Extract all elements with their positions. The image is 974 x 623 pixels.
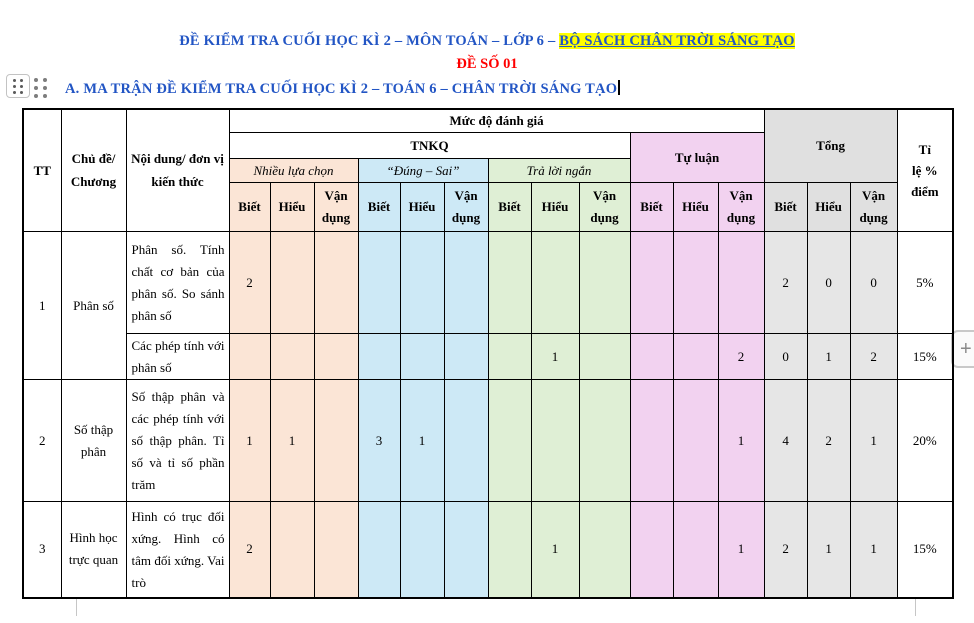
data-cell: [229, 334, 270, 380]
data-cell: 2: [229, 502, 270, 598]
header-hieu: Hiểu: [673, 183, 718, 232]
header-van-dung: Vận dụng: [444, 183, 488, 232]
cell-ti-le: 5%: [897, 232, 953, 334]
data-cell: [673, 380, 718, 502]
cell-chu-de: Hình học trực quan: [61, 502, 126, 598]
text-cursor: [618, 80, 620, 95]
cell-ti-le: 20%: [897, 380, 953, 502]
header-tt: TT: [23, 109, 61, 232]
data-cell: [314, 334, 358, 380]
data-cell: 2: [718, 334, 764, 380]
header-noi-dung: Nội dung/ đơn vị kiến thức: [126, 109, 229, 232]
cell-chu-de: Số thập phân: [61, 380, 126, 502]
header-tnkq: TNKQ: [229, 133, 630, 159]
data-cell: [358, 232, 400, 334]
noi-dung-text: Số thập phân và các phép tính với số thập phân. Tỉ số và tỉ số phần trăm: [131, 389, 225, 493]
data-cell: 1: [531, 502, 579, 598]
data-cell: 1: [850, 380, 897, 502]
data-cell: [488, 334, 531, 380]
data-cell: 2: [764, 232, 807, 334]
data-cell: 2: [807, 380, 850, 502]
grip-dots-icon: [34, 78, 47, 98]
data-cell: 0: [807, 232, 850, 334]
data-cell: [400, 334, 444, 380]
header-tu-luan: Tự luận: [630, 133, 764, 183]
cell-ti-le: 15%: [897, 334, 953, 380]
cell-noi-dung: [126, 334, 229, 380]
data-cell: 1: [718, 502, 764, 598]
data-cell: [270, 334, 314, 380]
header-nhieu-lua-chon: Nhiều lựa chọn: [229, 159, 358, 183]
cell-tt: 1: [23, 232, 61, 380]
header-biet: Biết: [358, 183, 400, 232]
data-cell: [270, 502, 314, 598]
data-cell: [314, 502, 358, 598]
data-cell: [630, 334, 673, 380]
data-cell: 1: [270, 380, 314, 502]
cell-tt: 3: [23, 502, 61, 598]
noi-dung-text: Hình có trục đối xứng. Hình có tâm đối xứng. Vai trò: [131, 508, 225, 590]
header-hieu: Hiểu: [531, 183, 579, 232]
data-cell: [488, 380, 531, 502]
data-cell: [400, 502, 444, 598]
header-hieu: Hiểu: [807, 183, 850, 232]
data-cell: [630, 380, 673, 502]
data-cell: [314, 380, 358, 502]
header-biet: Biết: [229, 183, 270, 232]
data-cell: [630, 502, 673, 598]
header-van-dung: Vận dụng: [579, 183, 630, 232]
header-van-dung: Vận dụng: [718, 183, 764, 232]
table-row: [23, 380, 953, 502]
data-cell: [579, 380, 630, 502]
document-title: [0, 33, 974, 50]
data-cell: 1: [400, 380, 444, 502]
title-highlighted-text: BỘ SÁCH CHÂN TRỜI SÁNG TẠO: [559, 33, 795, 49]
header-dung-sai: “Đúng – Sai”: [358, 159, 488, 183]
table-drag-handle-icon[interactable]: [6, 74, 30, 98]
data-cell: [531, 380, 579, 502]
data-cell: [531, 232, 579, 334]
data-cell: 0: [764, 334, 807, 380]
header-biet: Biết: [764, 183, 807, 232]
data-cell: [673, 334, 718, 380]
noi-dung-text: Phân số. Tính chất cơ bản của phân số. So sánh phân số: [131, 242, 225, 324]
data-cell: 3: [358, 380, 400, 502]
data-cell: [270, 232, 314, 334]
cell-noi-dung: [126, 502, 229, 598]
header-biet: Biết: [488, 183, 531, 232]
cell-chu-de: Phân số: [61, 232, 126, 380]
header-muc-do-danh-gia: Mức độ đánh giá: [229, 109, 764, 133]
ti-le-line: lệ %: [911, 163, 938, 179]
data-cell: [579, 334, 630, 380]
data-cell: [444, 334, 488, 380]
table-row: [23, 334, 953, 380]
header-van-dung: Vận dụng: [314, 183, 358, 232]
grip-dots-icon: [13, 79, 23, 94]
data-cell: [488, 502, 531, 598]
data-cell: 1: [229, 380, 270, 502]
data-cell: [579, 502, 630, 598]
ti-le-line: Tỉ: [918, 142, 931, 158]
noi-dung-text: Các phép tính với phân số: [131, 338, 225, 376]
text-boundary-mark-bottom-right: [915, 597, 937, 616]
header-hieu: Hiểu: [270, 183, 314, 232]
data-cell: [444, 380, 488, 502]
insert-plus-button[interactable]: +: [951, 330, 974, 368]
data-cell: [718, 232, 764, 334]
data-cell: [673, 502, 718, 598]
data-cell: [579, 232, 630, 334]
data-cell: [358, 502, 400, 598]
data-cell: [444, 502, 488, 598]
header-van-dung: Vận dụng: [850, 183, 897, 232]
text-boundary-mark-bottom-left: [55, 597, 77, 616]
exam-number-title: ĐỀ SỐ 01: [456, 56, 518, 72]
header-ti-le: [897, 109, 953, 232]
data-cell: [314, 232, 358, 334]
data-cell: [673, 232, 718, 334]
cell-noi-dung: [126, 232, 229, 334]
data-cell: 2: [764, 502, 807, 598]
data-cell: [444, 232, 488, 334]
data-cell: 1: [718, 380, 764, 502]
data-cell: 4: [764, 380, 807, 502]
section-a-text: A. MA TRẬN ĐỀ KIỂM TRA CUỐI HỌC KÌ 2 – TOÁN 6 – CHÂN TRỜI SÁNG TẠO: [65, 81, 618, 97]
title-text: ĐỀ KIỂM TRA CUỐI HỌC KÌ 2 – MÔN TOÁN – LỚP 6 –: [179, 33, 560, 49]
cell-noi-dung: [126, 380, 229, 502]
header-tra-loi-ngan: Trả lời ngắn: [488, 159, 630, 183]
data-cell: 2: [229, 232, 270, 334]
header-tong: Tổng: [764, 109, 897, 183]
data-cell: [400, 232, 444, 334]
data-cell: [488, 232, 531, 334]
ti-le-line: điểm: [911, 184, 939, 200]
cell-ti-le: 15%: [897, 502, 953, 598]
header-hieu: Hiểu: [400, 183, 444, 232]
table-row: [23, 502, 953, 598]
data-cell: 1: [807, 502, 850, 598]
data-cell: 0: [850, 232, 897, 334]
data-cell: 1: [531, 334, 579, 380]
data-cell: [630, 232, 673, 334]
data-cell: 2: [850, 334, 897, 380]
table-row: [23, 232, 953, 334]
header-biet: Biết: [630, 183, 673, 232]
data-cell: [358, 334, 400, 380]
paragraph-drag-handle-icon[interactable]: [34, 78, 47, 98]
header-chu-de: Chủ đề/ Chương: [61, 109, 126, 232]
data-cell: 1: [807, 334, 850, 380]
cell-tt: 2: [23, 380, 61, 502]
data-cell: 1: [850, 502, 897, 598]
section-a-heading: [65, 80, 620, 98]
matrix-table: [22, 108, 954, 599]
